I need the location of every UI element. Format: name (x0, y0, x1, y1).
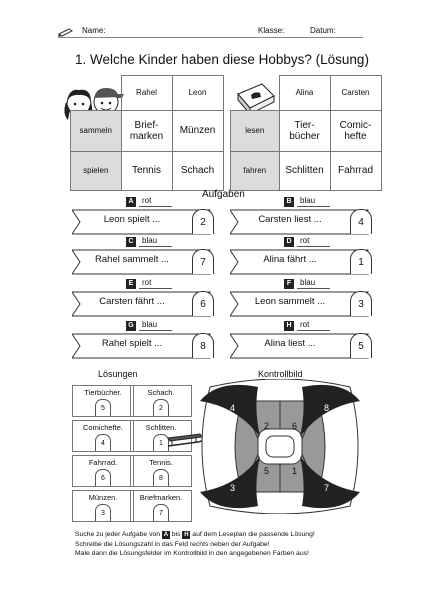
klasse-label: Klasse: (258, 26, 285, 35)
solution-number: 7 (153, 504, 169, 521)
task-letter: C (126, 237, 136, 247)
table-left-cell: Münzen (172, 111, 223, 152)
task-item (72, 278, 212, 318)
pencil-icon (58, 24, 74, 42)
task-text: Rahel spielt ... (101, 338, 163, 349)
task-answer[interactable]: 6 (192, 291, 214, 316)
kontroll-number: 4 (230, 403, 236, 413)
task-answer[interactable]: 4 (350, 209, 372, 234)
table-right-col-header: Carsten (330, 76, 381, 111)
table-right-row-label: fahren (231, 152, 280, 191)
task-letter: A (126, 197, 136, 207)
table-left-row-label: sammeln (71, 111, 122, 152)
solution-box (72, 385, 134, 417)
task-letter: F (284, 279, 294, 289)
solution-text: Schach. (147, 388, 175, 397)
name-label: Name: (82, 26, 106, 35)
table-right-row-label: lesen (231, 111, 280, 152)
kontroll-number: 2 (264, 421, 270, 431)
task-item (230, 236, 370, 276)
task-text: Leon sammelt ... (254, 296, 326, 307)
task-tag (126, 320, 172, 331)
solution-box (130, 455, 192, 487)
task-color: rot (139, 196, 172, 207)
kontroll-number: 8 (324, 403, 330, 413)
letter-badge: H (184, 532, 189, 538)
task-answer[interactable]: 7 (192, 249, 214, 274)
task-color: rot (297, 236, 330, 247)
solution-number: 6 (95, 469, 111, 486)
task-item (230, 320, 370, 360)
instruction-text: bis (171, 531, 181, 538)
instruction-line-3: Male dann die Lösungsfelder im Kontrollbild in den angegebenen Farben aus! (75, 550, 309, 557)
solution-number: 1 (153, 434, 169, 451)
kontroll-number: 6 (292, 421, 298, 431)
solution-box (72, 420, 134, 452)
table-left-row-label: spielen (71, 152, 122, 191)
task-tag (126, 236, 172, 247)
page-title: 1. Welche Kinder haben diese Hobbys? (Lösung) (75, 52, 369, 67)
instruction-line-1 (75, 530, 315, 539)
task-tag (284, 236, 330, 247)
solution-number: 3 (95, 504, 111, 521)
task-text: Carsten liest ... (258, 214, 322, 225)
solution-text: Tennis. (149, 458, 173, 467)
instruction-text: auf dem Leseplan die passende Lösung! (192, 531, 315, 538)
task-tag (284, 320, 330, 331)
task-text: Alina fährt ... (263, 254, 317, 265)
solution-box (72, 455, 134, 487)
task-letter: B (284, 197, 294, 207)
datum-label: Datum: (310, 26, 336, 35)
header-line (58, 37, 363, 38)
solution-number: 4 (95, 434, 111, 451)
kontroll-number: 7 (324, 483, 330, 493)
task-item (230, 278, 370, 318)
kontroll-number: 3 (230, 483, 236, 493)
task-color: blau (139, 236, 172, 247)
solution-box (130, 385, 192, 417)
solution-text: Schlitten. (145, 423, 177, 432)
solution-box (130, 490, 192, 522)
task-color: blau (139, 320, 172, 331)
task-tag (126, 196, 172, 207)
task-letter: G (126, 321, 136, 331)
task-answer[interactable]: 3 (350, 291, 372, 316)
task-answer[interactable]: 1 (350, 249, 372, 274)
table-right-cell: Fahrrad (330, 152, 381, 191)
table-left-cell: Brief- marken (121, 111, 172, 152)
task-item (230, 196, 370, 236)
solution-number: 5 (95, 399, 111, 416)
task-letter: H (284, 321, 294, 331)
solution-text: Münzen. (88, 493, 118, 502)
hobby-table-left (70, 75, 224, 191)
task-item (72, 320, 212, 360)
task-color: blau (297, 278, 330, 289)
solution-text: Comichefte. (82, 423, 124, 432)
task-text: Rahel sammelt ... (95, 254, 169, 265)
hobby-table-right (230, 75, 382, 191)
kontrollbild (198, 379, 362, 519)
kontroll-number: 5 (264, 466, 270, 476)
task-letter: E (126, 279, 136, 289)
table-left-cell: Tennis (121, 152, 172, 191)
solution-text: Briefmarken. (139, 493, 183, 502)
table-right-cell: Comic- hefte (330, 111, 381, 152)
task-answer[interactable]: 2 (192, 209, 214, 234)
table-right-col-header: Alina (279, 76, 330, 111)
instruction-text: Suche zu jeder Aufgabe von (75, 531, 161, 538)
task-text: Carsten fährt ... (99, 296, 165, 307)
letter-badge: A (163, 532, 169, 538)
solution-text: Fahrrad. (88, 458, 118, 467)
table-left-col-header: Leon (172, 76, 223, 111)
task-text: Alina liest ... (264, 338, 316, 349)
task-color: blau (297, 196, 330, 207)
table-right-cell: Schlitten (279, 152, 330, 191)
task-item (72, 196, 212, 236)
task-answer[interactable]: 8 (192, 333, 214, 358)
solution-text: Tierbücher. (84, 388, 122, 397)
table-right-cell: Tier- bücher (279, 111, 330, 152)
task-tag (284, 196, 330, 207)
task-color: rot (139, 278, 172, 289)
solution-box (72, 490, 134, 522)
table-left-col-header: Rahel (121, 76, 172, 111)
task-letter: D (284, 237, 294, 247)
kontroll-number: 1 (292, 466, 298, 476)
task-answer[interactable]: 5 (350, 333, 372, 358)
solution-number: 2 (153, 399, 169, 416)
task-tag (284, 278, 330, 289)
task-text: Leon spielt ... (103, 214, 161, 225)
instruction-line-2: Schreibe die Lösungszahl in das Feld rechts neben der Aufgabe! (75, 541, 270, 548)
solutions-heading: Lösungen (98, 369, 138, 379)
solution-number: 8 (153, 469, 169, 486)
tasks-heading: Aufgaben (202, 189, 245, 200)
table-left-cell: Schach (172, 152, 223, 191)
task-item (72, 236, 212, 276)
kontroll-heading: Kontrollbild (258, 369, 303, 379)
task-color: rot (297, 320, 330, 331)
task-tag (126, 278, 172, 289)
